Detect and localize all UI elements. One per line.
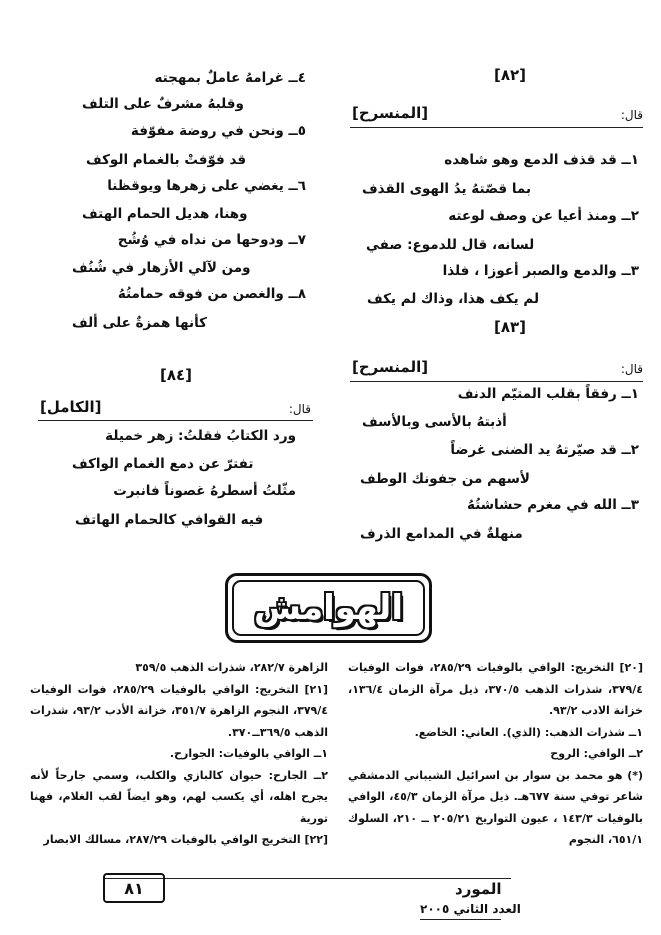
- footnote: ٢ــ الوافي: الروح: [550, 747, 643, 760]
- verse-line: لم يكف هذا، وذاك لم يكف: [367, 291, 540, 307]
- verse-line: ١ــ رفقاً بقلب المتيّم الدنف: [457, 386, 639, 402]
- footnotes-title: الهوامش: [254, 588, 403, 628]
- footnote: [٢١] التخريج: الوافي بالوفيات ٢٨٥/٢٩، فوات الوفيات ٣٧٩/٤، النجوم الزاهرة ٣٥١/٧، خزانة الأدب ٩٣/٢، شذرات الذهب ٣٦٩/٥ــ٣٧٠.: [30, 682, 328, 739]
- footnote: (*) هو محمد بن سوار بن اسرائيل الشيباني الدمشقي شاعر توفي سنة ٦٧٧هـ. ذيل مرآة الزمان ٤٥/٣، الوافي بالوفيات ١٤٣/٣ ، عيون التواريخ ٢٠٥/٢١ ــ ٢١٠، السلوك ٦٥١/١، النجوم: [348, 768, 643, 846]
- verse-line: ٨ــ والغصن من فوقه حمامتُهُ: [117, 286, 306, 302]
- divider: [38, 420, 313, 421]
- footnote: ١ــ شذرات الذهب: (الذي). العاني: الخاضع.: [414, 725, 643, 739]
- journal-name: المورد: [455, 880, 502, 898]
- footnote: [٢٠] التخريج: الوافي بالوفيات ٢٨٥/٢٩، فوات الوفيات ٣٧٩/٤، شذرات الذهب ٣٧٠/٥، ذيل مرآة الزمان ١٣٦/٤، خزانة الادب ٩٣/٢.: [348, 661, 643, 717]
- footnote: الزاهرة ٢٨٢/٧، شذرات الذهب ٣٥٩/٥: [135, 661, 328, 674]
- verse-line: لسانه، قال للدموع: صفي: [366, 237, 535, 253]
- page-number-box: [103, 873, 165, 903]
- verse-line: ٧ــ ودوحها من نداه في وُشُح: [117, 232, 306, 248]
- footnote: ١ــ الوافي بالوفيات: الجوارح.: [169, 747, 328, 760]
- verse-line: ٥ــ ونحن في روضة مفوّفة: [130, 123, 306, 139]
- verse-line: ومن لآلي الأزهار في شُنُف: [72, 260, 251, 276]
- meter-label: [المنسرح]: [352, 358, 429, 376]
- verse-line: ٦ــ يغضي على زهرها ويوقظنا: [107, 178, 306, 194]
- verse-line: ٢ــ قد صيّرتهُ يد الضنى غرضاً: [450, 442, 639, 458]
- said-label: قال:: [620, 108, 643, 122]
- divider: [350, 381, 643, 382]
- issue-label: العدد الثاني ٢٠٠٥: [420, 902, 521, 916]
- poem-number-84: [٨٤]: [160, 366, 193, 384]
- verse-line: ١ــ قد قذف الدمع وهو شاهده: [444, 152, 639, 168]
- footnote: [٢٢] التخريج الوافي بالوفيات ٢٨٧/٢٩، مسالك الابصار: [43, 833, 328, 846]
- poem-number-82: [٨٢]: [493, 66, 526, 84]
- footnotes-banner: [225, 573, 432, 643]
- verse-line: وهنا، هديل الحمام الهتف: [82, 206, 248, 222]
- verse-line: فيه القوافي كالحمام الهاتف: [75, 512, 264, 528]
- footer-rule: [420, 919, 501, 920]
- poem-number-83: [٨٣]: [493, 318, 526, 336]
- verse-line: ٤ــ غرامهُ عاملٌ بمهجته: [154, 70, 306, 86]
- verse-line: ٣ــ والدمع والصبر أعوزا ، فلذا: [442, 263, 639, 279]
- footnotes-right-column: [348, 657, 643, 851]
- verse-line: كأنها همزةٌ على ألف: [72, 315, 208, 331]
- verse-line: ٣ــ الله في مغرم حشاشتُهُ: [467, 497, 639, 513]
- verse-line: لأسهم من جفونك الوطف: [360, 471, 530, 487]
- verse-line: تفترّ عن دمع الغمام الواكف: [72, 456, 254, 472]
- verse-line: منهلةٌ في المدامع الذرف: [360, 526, 523, 542]
- page-number: ٨١: [124, 878, 144, 898]
- verse-line: بما قصّتهُ يدُ الهوى القذف: [362, 181, 532, 197]
- verse-line: وقلبهُ مشرفٌ على التلف: [82, 96, 244, 112]
- verse-line: مثّلتُ أسطرهُ غصوناً فانبرت: [113, 483, 296, 499]
- footer-rule: [105, 878, 511, 879]
- verse-line: قد فوّفتْ بالغمام الوكف: [86, 152, 247, 168]
- said-label: قال:: [288, 402, 311, 416]
- said-label: قال:: [620, 362, 643, 376]
- meter-label: [المنسرح]: [352, 104, 429, 122]
- footnote: ٢ــ الجارح: حيوان كالبازي والكلب، وسمي جارحاً لأنه يجرح اهله، أي يكسب لهم، وهو ايضاً لقب الغلام، فهنا تورية: [30, 768, 328, 825]
- footnotes-left-column: [30, 657, 328, 851]
- divider: [350, 127, 643, 128]
- verse-line: ورد الكتابُ فقلتُ: زهر خميلة: [105, 428, 296, 444]
- meter-label: [الكامل]: [40, 398, 102, 416]
- verse-line: ٢ــ ومنذ أعيا عن وصف لوعته: [448, 208, 639, 224]
- verse-line: أذبتهُ بالأسى وبالأسف: [362, 414, 507, 430]
